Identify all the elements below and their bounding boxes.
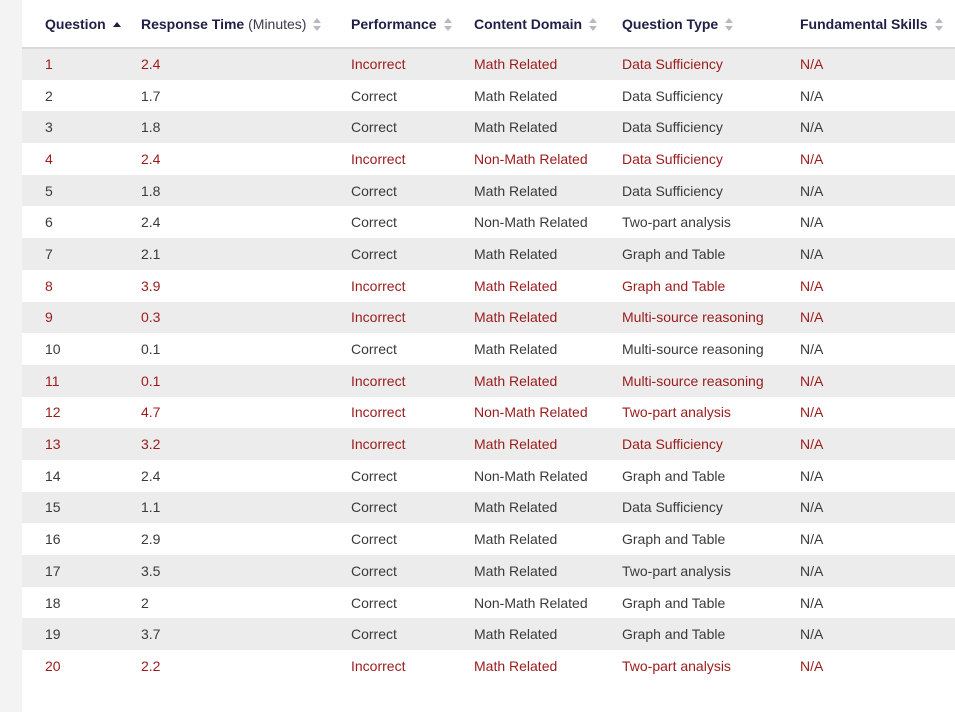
cell-content-domain: Non-Math Related [451,587,599,619]
cell-response-time: 3.5 [118,555,328,587]
sort-icon[interactable] [313,18,321,31]
table-row [22,397,955,429]
table-row [22,302,955,334]
table-row [22,270,955,302]
cell-response-time: 1.8 [118,111,328,143]
column-header-response-time[interactable] [118,0,328,48]
cell-question: 15 [22,492,118,524]
table-row [22,175,955,207]
cell-fundamental-skills: N/A [777,333,955,365]
cell-response-time: 2.1 [118,238,328,270]
cell-fundamental-skills: N/A [777,238,955,270]
cell-response-time: 1.8 [118,175,328,207]
cell-response-time: 2.4 [118,143,328,175]
sort-icon[interactable] [725,18,733,31]
cell-content-domain: Math Related [451,238,599,270]
cell-fundamental-skills: N/A [777,48,955,80]
cell-question: 13 [22,428,118,460]
table-row [22,48,955,80]
cell-question: 2 [22,80,118,112]
cell-content-domain: Math Related [451,175,599,207]
cell-fundamental-skills: N/A [777,80,955,112]
cell-question: 16 [22,523,118,555]
cell-performance: Correct [328,618,451,650]
cell-content-domain: Math Related [451,618,599,650]
cell-content-domain: Math Related [451,365,599,397]
cell-question-type: Graph and Table [599,270,777,302]
cell-response-time: 1.7 [118,80,328,112]
table-row [22,143,955,175]
cell-question-type: Data Sufficiency [599,111,777,143]
cell-question: 7 [22,238,118,270]
header-row [22,0,955,48]
cell-question-type: Multi-source reasoning [599,333,777,365]
table-row [22,460,955,492]
column-header-fundamental-skills[interactable] [777,0,955,48]
column-header-label: Fundamental Skills [800,15,928,32]
cell-question-type: Two-part analysis [599,650,777,682]
table-row [22,206,955,238]
cell-question-type: Data Sufficiency [599,175,777,207]
cell-response-time: 1.1 [118,492,328,524]
cell-question-type: Graph and Table [599,587,777,619]
cell-content-domain: Math Related [451,48,599,80]
cell-fundamental-skills: N/A [777,428,955,460]
table-row [22,111,955,143]
cell-question-type: Graph and Table [599,238,777,270]
cell-question: 3 [22,111,118,143]
cell-fundamental-skills: N/A [777,555,955,587]
column-header-performance[interactable] [328,0,451,48]
column-header-label: Question Type [622,15,719,32]
table-row [22,238,955,270]
cell-response-time: 2.2 [118,650,328,682]
cell-question: 4 [22,143,118,175]
cell-question-type: Data Sufficiency [599,428,777,460]
cell-question: 14 [22,460,118,492]
column-header-unit: (Minutes) [248,15,307,32]
table-row [22,618,955,650]
cell-question: 10 [22,333,118,365]
cell-response-time: 3.9 [118,270,328,302]
cell-content-domain: Non-Math Related [451,206,599,238]
cell-question: 1 [22,48,118,80]
cell-performance: Incorrect [328,48,451,80]
sort-icon[interactable] [935,18,943,31]
cell-performance: Correct [328,333,451,365]
cell-question-type: Data Sufficiency [599,48,777,80]
cell-response-time: 4.7 [118,397,328,429]
cell-content-domain: Math Related [451,555,599,587]
cell-question-type: Two-part analysis [599,397,777,429]
cell-content-domain: Math Related [451,492,599,524]
cell-response-time: 0.1 [118,365,328,397]
cell-question: 11 [22,365,118,397]
cell-performance: Incorrect [328,143,451,175]
cell-content-domain: Math Related [451,523,599,555]
cell-question-type: Two-part analysis [599,555,777,587]
cell-performance: Correct [328,587,451,619]
cell-performance: Incorrect [328,270,451,302]
table-row [22,587,955,619]
cell-fundamental-skills: N/A [777,618,955,650]
results-table [22,0,955,682]
cell-question-type: Multi-source reasoning [599,365,777,397]
table-row [22,555,955,587]
cell-performance: Incorrect [328,365,451,397]
cell-fundamental-skills: N/A [777,460,955,492]
results-table-container [22,0,955,682]
cell-performance: Correct [328,206,451,238]
cell-response-time: 0.3 [118,302,328,334]
cell-question-type: Graph and Table [599,523,777,555]
cell-question-type: Multi-source reasoning [599,302,777,334]
cell-response-time: 3.2 [118,428,328,460]
cell-performance: Correct [328,555,451,587]
sort-icon[interactable] [589,18,597,31]
cell-fundamental-skills: N/A [777,523,955,555]
table-row [22,365,955,397]
cell-content-domain: Math Related [451,80,599,112]
cell-content-domain: Non-Math Related [451,397,599,429]
cell-performance: Incorrect [328,397,451,429]
cell-question-type: Data Sufficiency [599,143,777,175]
cell-question: 17 [22,555,118,587]
cell-performance: Correct [328,238,451,270]
cell-content-domain: Math Related [451,428,599,460]
cell-question: 19 [22,618,118,650]
column-header-label: Question [45,15,106,32]
column-header-content-domain[interactable] [451,0,599,48]
cell-performance: Incorrect [328,302,451,334]
cell-performance: Correct [328,523,451,555]
cell-question-type: Graph and Table [599,618,777,650]
cell-fundamental-skills: N/A [777,397,955,429]
sort-icon[interactable] [444,18,452,31]
cell-fundamental-skills: N/A [777,365,955,397]
cell-response-time: 2.4 [118,460,328,492]
cell-question: 6 [22,206,118,238]
cell-content-domain: Math Related [451,650,599,682]
cell-question: 5 [22,175,118,207]
cell-performance: Correct [328,492,451,524]
column-header-question[interactable] [22,0,118,48]
cell-content-domain: Math Related [451,302,599,334]
column-header-question-type[interactable] [599,0,777,48]
table-row [22,80,955,112]
cell-content-domain: Math Related [451,111,599,143]
cell-question: 8 [22,270,118,302]
cell-response-time: 3.7 [118,618,328,650]
cell-response-time: 2.4 [118,48,328,80]
cell-response-time: 2.9 [118,523,328,555]
cell-fundamental-skills: N/A [777,492,955,524]
left-gutter [0,0,22,712]
table-row [22,333,955,365]
column-header-label: Content Domain [474,15,583,32]
cell-fundamental-skills: N/A [777,587,955,619]
cell-fundamental-skills: N/A [777,650,955,682]
cell-question: 18 [22,587,118,619]
cell-response-time: 2.4 [118,206,328,238]
cell-content-domain: Non-Math Related [451,143,599,175]
column-header-label: Response Time [141,15,245,32]
cell-question: 20 [22,650,118,682]
table-row [22,492,955,524]
table-body [22,48,955,682]
cell-content-domain: Math Related [451,333,599,365]
cell-question: 9 [22,302,118,334]
cell-performance: Incorrect [328,428,451,460]
cell-question-type: Two-part analysis [599,206,777,238]
cell-response-time: 0.1 [118,333,328,365]
cell-performance: Correct [328,80,451,112]
cell-fundamental-skills: N/A [777,270,955,302]
table-header [22,0,955,48]
cell-content-domain: Math Related [451,270,599,302]
cell-fundamental-skills: N/A [777,143,955,175]
cell-fundamental-skills: N/A [777,175,955,207]
cell-fundamental-skills: N/A [777,302,955,334]
cell-performance: Correct [328,460,451,492]
cell-performance: Correct [328,111,451,143]
cell-fundamental-skills: N/A [777,111,955,143]
cell-question-type: Data Sufficiency [599,80,777,112]
table-row [22,650,955,682]
cell-question-type: Graph and Table [599,460,777,492]
cell-question-type: Data Sufficiency [599,492,777,524]
column-header-label: Performance [351,15,437,32]
table-row [22,428,955,460]
cell-content-domain: Non-Math Related [451,460,599,492]
cell-response-time: 2 [118,587,328,619]
table-row [22,523,955,555]
cell-performance: Correct [328,175,451,207]
sort-ascending-icon[interactable] [113,22,121,28]
cell-performance: Incorrect [328,650,451,682]
cell-fundamental-skills: N/A [777,206,955,238]
cell-question: 12 [22,397,118,429]
